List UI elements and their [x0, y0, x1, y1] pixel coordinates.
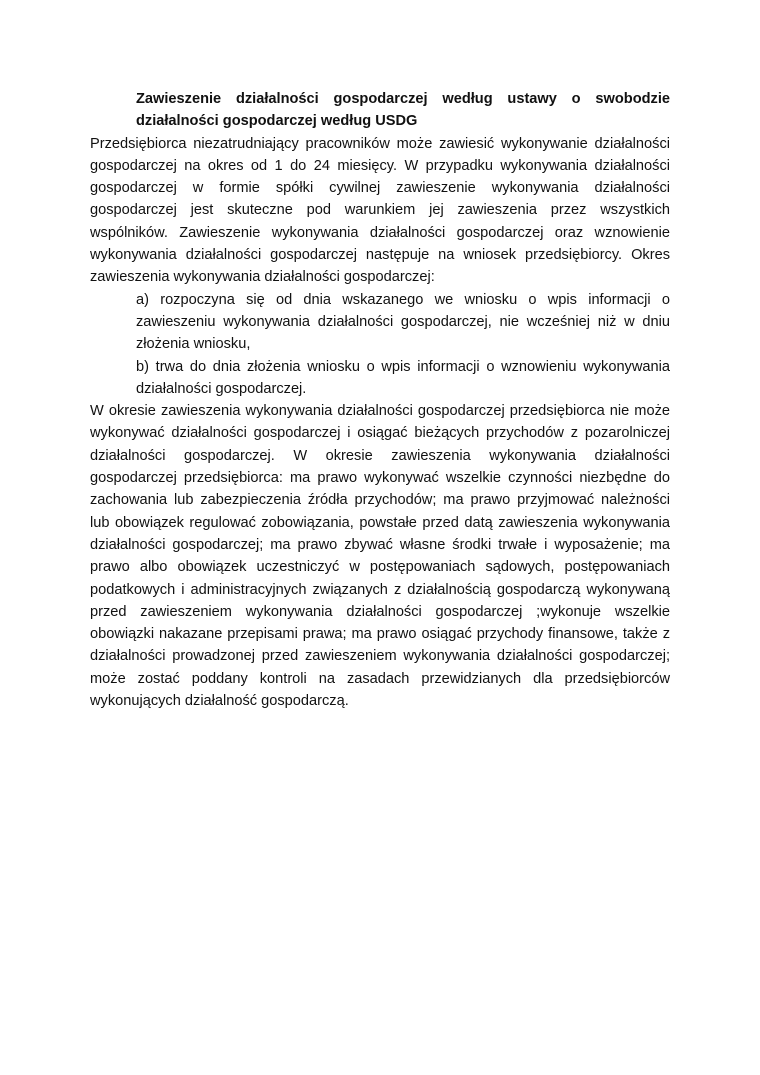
closing-paragraph: W okresie zawieszenia wykonywania działalności gospodarczej przedsiębiorca nie może wykonywać działalności gospodarczej i osiągać bieżących przychodów z pozarolniczej działalności gospodarczej. W okresie zawieszenia wykonywania działalności gospodarczej przedsiębiorca: ma prawo wykonywać wszelkie czynności niezbędne do zachowania lub zabezpieczenia źródła przychodów; ma prawo przyjmować należności lub obowiązek regulować zobowiązania, powstałe przed datą zawieszenia wykonywania działalności gospodarczej; ma prawo zbywać własne środki trwałe i wyposażenie; ma prawo albo obowiązek uczestniczyć w postępowaniach sądowych, postępowaniach podatkowych i administracyjnych związanych z działalnością gospodarczą wykonywaną przed zawieszeniem wykonywania działalności gospodarczej ;wykonuje wszelkie obowiązki nakazane przepisami prawa; ma prawo osiągać przychody finansowe, także z działalności prowadzonej przed zawieszeniem wykonywania działalności gospodarczej; może zostać poddany kontroli na zasadach przewidzianych dla przedsiębiorców wykonujących działalność gospodarczą. — [90, 403, 670, 710]
list-item: b) trwa do dnia złożenia wniosku o wpis informacji o wznowieniu wykonywania działalności gospodarczej. — [136, 358, 670, 397]
document-title: Zawieszenie działalności gospodarczej według ustawy o swobodzie działalności gospodarczej według USDG — [136, 91, 670, 130]
list-item: a) rozpoczyna się od dnia wskazanego we wniosku o wpis informacji o zawieszeniu wykonywania działalności gospodarczej, nie wcześniej niż w dniu złożenia wniosku, — [136, 291, 670, 353]
intro-paragraph: Przedsiębiorca niezatrudniający pracowników może zawiesić wykonywanie działalności gospodarczej na okres od 1 do 24 miesięcy. W przypadku wykonywania działalności gospodarczej w formie spółki cywilnej zawieszenie wykonywania działalności gospodarczej jest skuteczne pod warunkiem jej zawieszenia przez wszystkich wspólników. Zawieszenie wykonywania działalności gospodarczej oraz wznowienie wykonywania działalności gospodarczej następuje na wniosek przedsiębiorcy. Okres zawieszenia wykonywania działalności gospodarczej: — [90, 135, 670, 286]
suspension-period-list — [90, 289, 670, 400]
document-page — [90, 88, 670, 712]
